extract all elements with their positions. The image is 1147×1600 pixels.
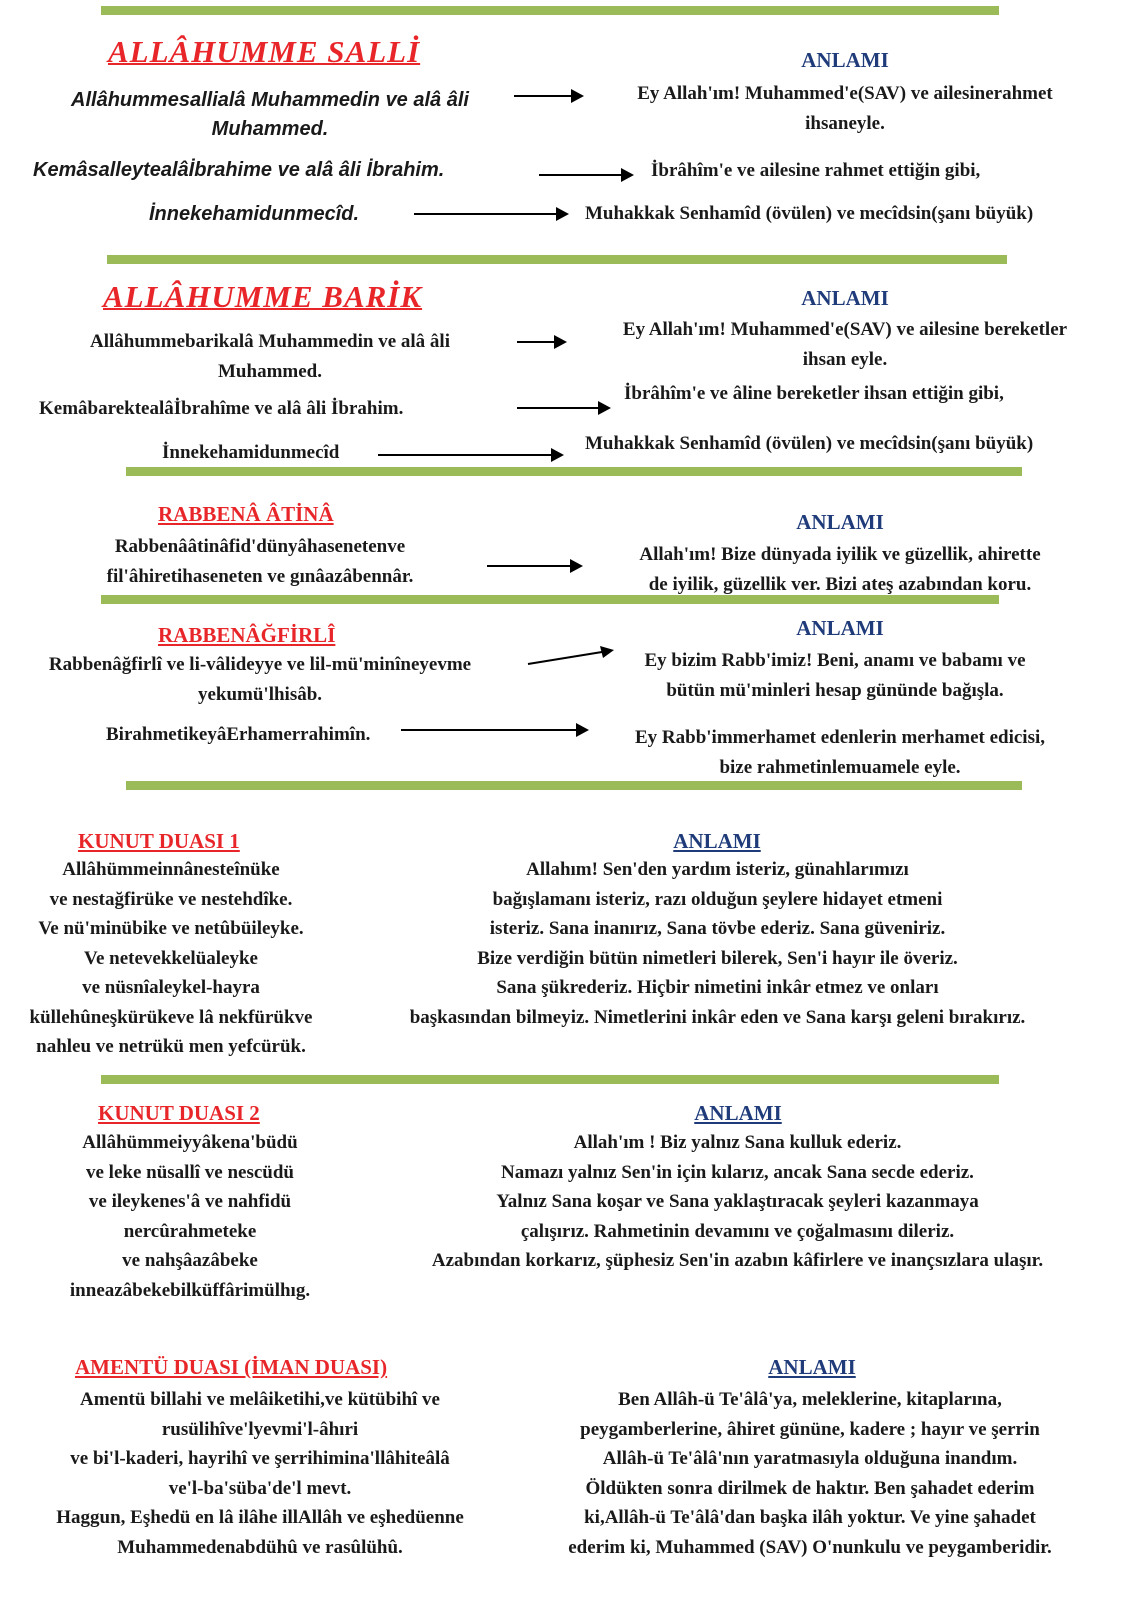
arrow-icon — [514, 95, 582, 97]
anlami-heading: ANLAMI — [801, 286, 889, 310]
anlami-heading: ANLAMI — [694, 1101, 782, 1125]
arrow-icon — [414, 213, 567, 215]
barik-meaning-1: Ey Allah'ım! Muhammed'e(SAV) ve ailesine bereketler ihsan eyle. — [622, 319, 1068, 370]
amentu-text: Amentü billahi ve melâiketihi,ve kütübihî ve rusülihîve'lyevmi'l-âhıri ve bi'l-kaderi, hayrihî ve şerrihimina'llâhiteâlâ ve'l-ba'süba'de'l mevt. Haggun, Eşhedü en lâ ilâhe illAllâh ve eşhedüenne Muhammedenabdühû ve rasûlühû. — [56, 1389, 464, 1558]
gfirli-meaning-2: Ey Rabb'immerhamet edenlerin merhamet edicisi, bize rahmetinlemuamele eyle. — [634, 727, 1045, 778]
section-title-barik: ALLÂHUMME BARİK — [103, 279, 423, 314]
anlami-heading: ANLAMI — [796, 616, 884, 640]
barik-meaning-3: Muhakkak Senhamîd (övülen) ve mecîdsin(şanı büyük) — [585, 433, 1034, 454]
section-title-atina: RABBENÂ ÂTİNÂ — [158, 502, 334, 526]
anlami-heading: ANLAMI — [768, 1355, 856, 1379]
barik-line-1: Allâhummebarikalâ Muhammedin ve alâ âli Muhammed. — [90, 331, 450, 382]
arrow-icon — [378, 454, 562, 456]
atina-meaning-1: Allah'ım! Bize dünyada iyilik ve güzellik, ahirette de iyilik, güzellik ver. Bizi ateş azabından koru. — [639, 544, 1041, 595]
arrow-icon — [401, 729, 587, 731]
salli-line-2: Kemâsalleytealâİbrahime ve alâ âli İbrahim. — [33, 159, 445, 181]
salli-line-1: Allâhummesallialâ Muhammedin ve alâ âli Muhammed. — [71, 89, 469, 140]
section-title-gfirli: RABBENÂĞFİRLÎ — [158, 623, 336, 647]
divider-6 — [101, 1075, 999, 1084]
salli-meaning-2: İbrâhîm'e ve ailesine rahmet ettiğin gibi, — [651, 160, 981, 181]
anlami-heading: ANLAMI — [796, 510, 884, 534]
divider-3 — [126, 467, 1022, 476]
gfirli-line-1: Rabbenâğfirlî ve li-vâlideyye ve lil-mü'minîneyevme yekumü'lhisâb. — [48, 654, 472, 705]
anlami-heading: ANLAMI — [673, 829, 761, 853]
barik-line-2: Kemâbarektealâİbrahîme ve alâ âli İbrahim. — [39, 398, 404, 419]
salli-meaning-1: Ey Allah'ım! Muhammed'e(SAV) ve ailesinerahmet ihsaneyle. — [637, 83, 1053, 134]
section-title-salli: ALLÂHUMME SALLİ — [108, 34, 421, 69]
section-title-kunut-2: KUNUT DUASI 2 — [98, 1101, 260, 1125]
arrow-icon — [517, 407, 609, 409]
amentu-meaning: Ben Allâh-ü Te'âlâ'ya, meleklerine, kitaplarına, peygamberlerine, âhiret gününe, kadere ; hayır ve şerrin Allâh-ü Te'âlâ'nın yaratmasıyla olduğuna inandım. Öldükten sonra dirilmek de haktır. Ben şahadet ederim ki,Allâh-ü Te'âlâ'dan başka ilâh yoktur. Ve yine şahadet ederim ki, Muhammed (SAV) O'nunkulu ve peygamberidir. — [568, 1389, 1052, 1558]
barik-line-3: İnnekehamidunmecîd — [162, 442, 340, 463]
gfirli-line-2: BirahmetikeyâErhamerrahimîn. — [106, 724, 371, 745]
arrow-icon — [539, 174, 632, 176]
divider-5 — [126, 781, 1022, 790]
barik-meaning-2: İbrâhîm'e ve âline bereketler ihsan ettiğin gibi, — [624, 383, 1004, 404]
section-title-kunut-1: KUNUT DUASI 1 — [78, 829, 240, 853]
anlami-heading: ANLAMI — [801, 48, 889, 72]
kunut-1-text: Allâhümmeinnânesteînüke ve nestağfirüke ve nestehdîke. Ve nü'minübike ve netûbüileyke. Ve netevekkelüaleyke ve nüsnîaleykel-hayra küllehûneşkürükeve lâ nekfürükve nahleu ve netrükü men yefcürük. — [29, 859, 313, 1057]
divider-1 — [101, 6, 999, 15]
arrow-icon — [517, 341, 565, 343]
arrow-icon — [487, 565, 581, 567]
gfirli-meaning-1: Ey bizim Rabb'imiz! Beni, anamı ve babamı ve bütün mü'minleri hesap gününde bağışla. — [644, 650, 1026, 701]
section-title-amentu: AMENTÜ DUASI (İMAN DUASI) — [75, 1355, 388, 1379]
kunut-2-text: Allâhümmeiyyâkena'büdü ve leke nüsallî ve nescüdü ve ileykenes'â ve nahfidü nercûrahmeteke ve nahşâazâbeke inneazâbekebilküffârimülhıg. — [69, 1132, 311, 1301]
salli-line-3: İnnekehamidunmecîd. — [149, 203, 360, 225]
kunut-1-meaning: Allahım! Sen'den yardım isteriz, günahlarımızı bağışlamanı isteriz, razı olduğun şeylere hidayet etmeni isteriz. Sana inanırız, Sana tövbe ederiz. Sana güveniriz. Bize verdiğin bütün nimetleri bilerek, Sen'i hayır ile överiz. Sana şükrederiz. Hiçbir nimetini inkâr etmez ve onları başkasından bilmeyiz. Nimetlerini inkâr eden ve Sana karşı geleni bırakırız. — [409, 859, 1026, 1028]
divider-2 — [107, 255, 1007, 264]
atina-line-1: Rabbenââtinâfid'dünyâhasenetenve fil'âhiretihaseneten ve gınâazâbennâr. — [106, 536, 414, 587]
salli-meaning-3: Muhakkak Senhamîd (övülen) ve mecîdsin(şanı büyük) — [585, 203, 1034, 224]
kunut-2-meaning: Allah'ım ! Biz yalnız Sana kulluk ederiz. Namazı yalnız Sen'in için kılarız, ancak Sana secde ederiz. Yalnız Sana koşar ve Sana yaklaştıracak şeyleri kazanmaya çalışırız. Rahmetinin devamını ve çoğalmasını dileriz. Azabından korkarız, şüphesiz Sen'in azabın kâfirlere ve inançsızlara ulaşır. — [431, 1132, 1044, 1271]
